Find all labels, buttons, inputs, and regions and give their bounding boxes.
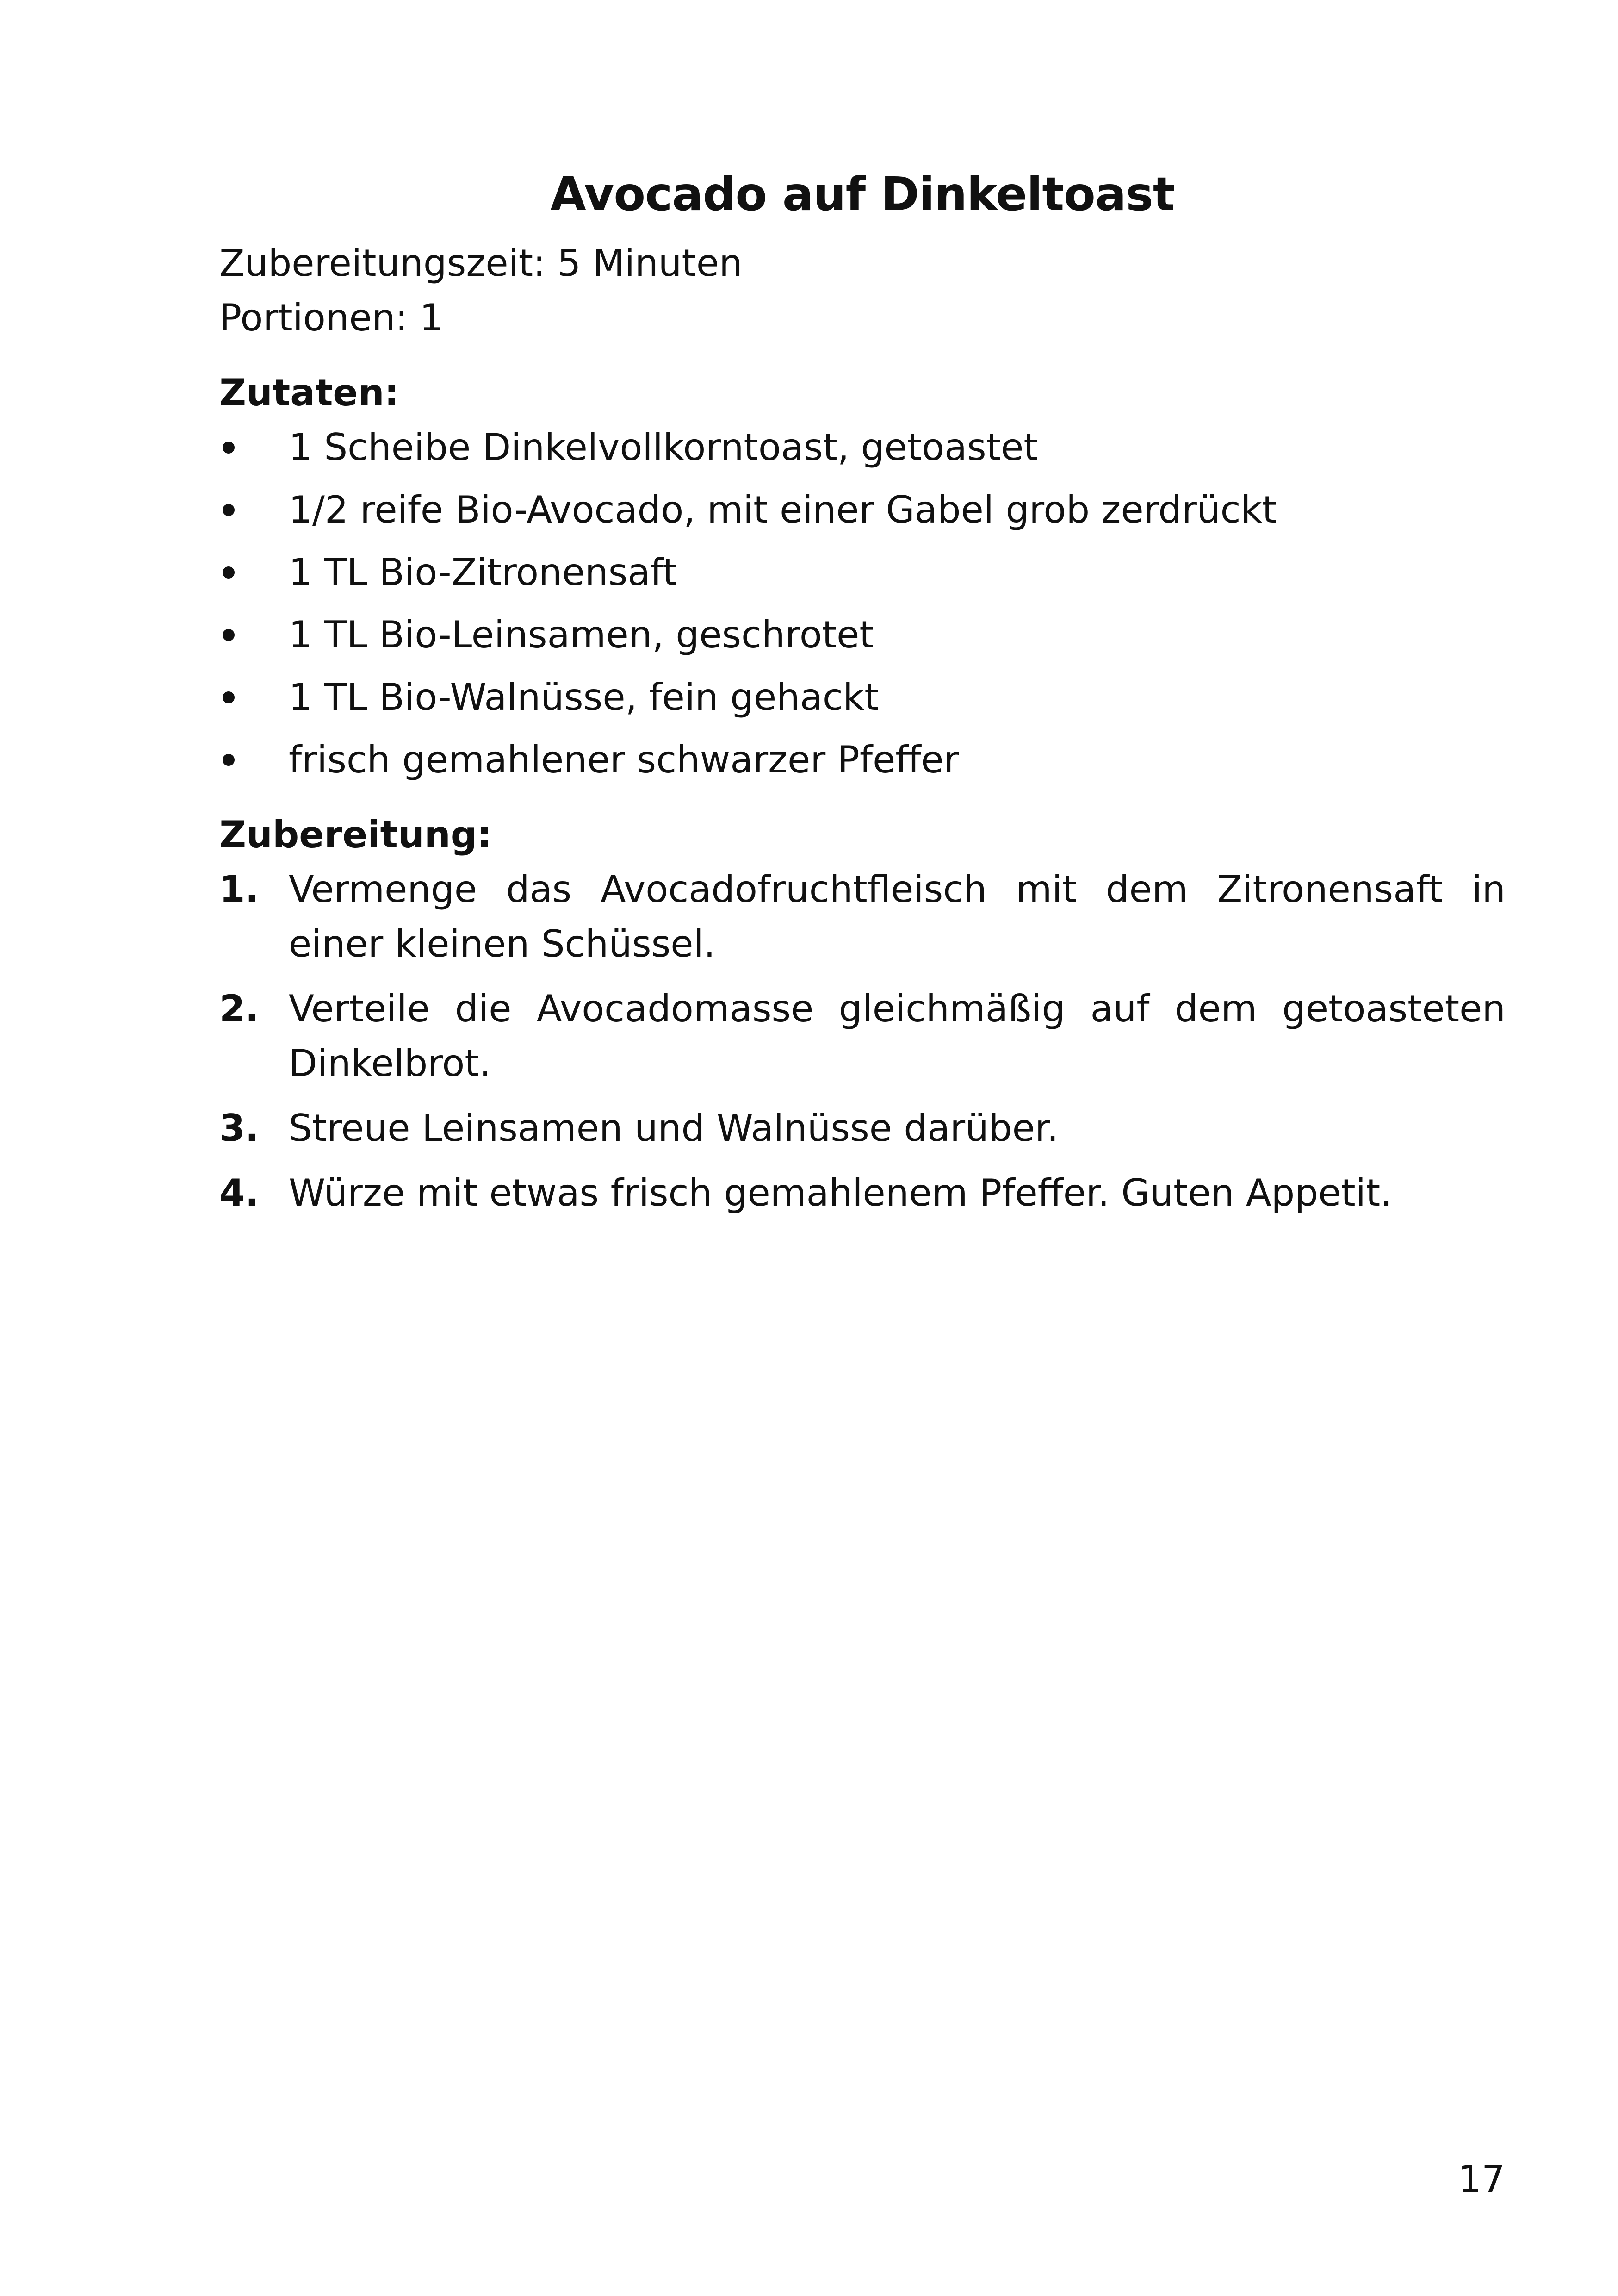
bullet-icon (223, 629, 235, 641)
prep-time: Zubereitungszeit: 5 Minuten (219, 242, 743, 285)
ingredient-text: 1 TL Bio-Walnüsse, fein gehackt (289, 676, 879, 719)
bullet-icon (223, 566, 235, 579)
servings: Portionen: 1 (219, 296, 443, 339)
bullet-icon (223, 691, 235, 703)
step-item (219, 1101, 1506, 1156)
ingredient-text: 1 TL Bio-Leinsamen, geschrotet (289, 613, 874, 656)
recipe-page (219, 162, 1506, 1231)
ingredient-text: 1 Scheibe Dinkelvollkorntoast, getoastet (289, 426, 1038, 469)
step-item (219, 982, 1506, 1091)
recipe-title: Avocado auf Dinkeltoast (550, 167, 1175, 221)
step-item (219, 1166, 1506, 1220)
ingredients-list (219, 420, 1506, 787)
bullet-icon (223, 442, 235, 454)
ingredient-item (219, 420, 1506, 475)
bullet-icon (223, 504, 235, 516)
ingredient-text: 1 TL Bio-Zitronensaft (289, 551, 677, 594)
ingredient-item (219, 608, 1506, 662)
ingredient-text: 1/2 reife Bio-Avocado, mit einer Gabel grob zerdrückt (289, 488, 1277, 531)
step-text: Vermenge das Avocadofruchtfleisch mit dem Zitronensaft in einer kleinen Schüssel. (289, 868, 1506, 965)
step-number: 2. (219, 987, 260, 1030)
step-text: Würze mit etwas frisch gemahlenem Pfeffer. Guten Appetit. (289, 1171, 1392, 1214)
ingredient-item (219, 483, 1506, 537)
step-number: 4. (219, 1171, 260, 1214)
step-number: 3. (219, 1107, 260, 1150)
step-item (219, 862, 1506, 971)
preparation-heading: Zubereitung: (219, 813, 492, 856)
step-number: 1. (219, 868, 260, 911)
ingredient-item (219, 733, 1506, 787)
page-number: 17 (1458, 2158, 1505, 2201)
ingredients-heading: Zutaten: (219, 371, 399, 414)
preparation-steps (219, 862, 1506, 1220)
bullet-icon (223, 754, 235, 766)
step-text: Streue Leinsamen und Walnüsse darüber. (289, 1107, 1059, 1150)
ingredient-text: frisch gemahlener schwarzer Pfeffer (289, 738, 959, 781)
step-text: Verteile die Avocadomasse gleichmäßig auf dem getoasteten Dinkelbrot. (289, 987, 1506, 1085)
ingredient-item (219, 545, 1506, 600)
ingredient-item (219, 670, 1506, 725)
